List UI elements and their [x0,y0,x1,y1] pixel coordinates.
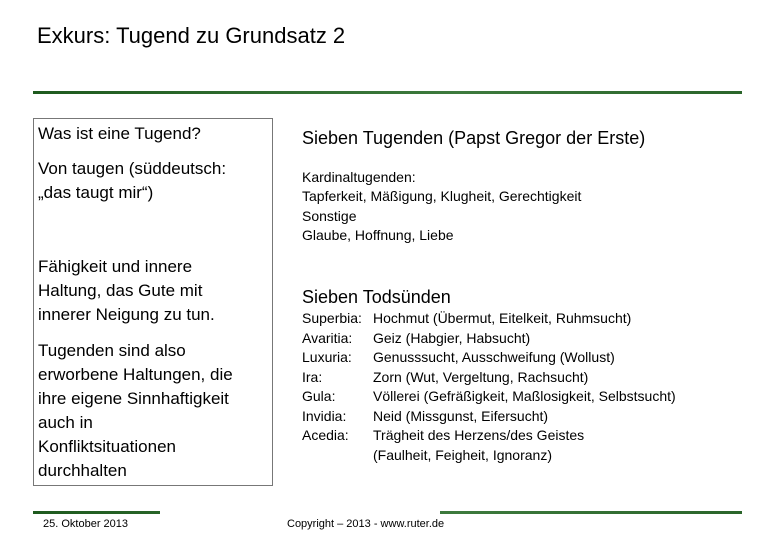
virtues-line-3: ihre eigene Sinnhaftigkeit [38,389,229,408]
sin-desc: Hochmut (Übermut, Eitelkeit, Ruhmsucht) [373,310,632,326]
sin-desc: Völlerei (Gefräßigkeit, Maßlosigkeit, Selbstsucht) [373,388,676,404]
cardinal-label: Kardinaltugenden: [302,169,416,185]
sin-name: Ira: [302,368,323,385]
ability-line-2: Haltung, das Gute mit [38,281,203,300]
other-list: Glaube, Hoffnung, Liebe [302,227,454,243]
sins-table [302,309,676,465]
sin-desc: Genusssucht, Ausschweifung (Wollust) [373,349,615,365]
virtues-line-4: auch in [38,413,93,432]
sin-row [302,329,676,349]
title-rule [33,91,742,94]
virtues-line-2: erworbene Haltungen, die [38,365,233,384]
cardinal-list: Tapferkeit, Mäßigung, Klugheit, Gerechtigkeit [302,188,582,204]
sin-row [302,426,676,446]
virtues-line-5: Konfliktsituationen [38,437,176,456]
sin-desc-continuation: (Faulheit, Feigheit, Ignoranz) [373,446,552,463]
sin-row [302,348,676,368]
slide-title: Exkurs: Tugend zu Grundsatz 2 [37,23,346,48]
footer-rule-gap [160,511,440,514]
sin-name: Acedia: [302,427,349,443]
virtues-heading: Sieben Tugenden (Papst Gregor der Erste) [302,128,646,148]
etymology-line-2: „das taugt mir“) [38,183,154,202]
sin-row [302,309,676,329]
definition-box [33,118,273,486]
footer-date: 25. Oktober 2013 [43,518,129,530]
sin-desc: Zorn (Wut, Vergeltung, Rachsucht) [373,368,589,385]
sin-name: Superbia: [302,310,362,326]
ability-line-3: innerer Neigung zu tun. [38,305,215,324]
sin-desc: Trägheit des Herzens/des Geistes [373,427,585,443]
sins-heading: Sieben Todsünden [302,287,451,307]
sin-row [302,387,676,407]
virtues-line-6: durchhalten [38,461,127,480]
other-label: Sonstige [302,208,357,224]
sin-name: Invidia: [302,407,347,424]
footer-copyright: Copyright – 2013 - www.ruter.de [287,518,445,530]
sin-row [302,407,676,427]
sin-row [302,368,676,388]
sin-desc: Geiz (Habgier, Habsucht) [373,329,531,346]
etymology-line-1: Von taugen (süddeutsch: [38,159,227,178]
sin-name: Luxuria: [302,349,352,365]
ability-line-1: Fähigkeit und innere [38,257,193,276]
sin-desc: Neid (Missgunst, Eifersucht) [373,407,549,424]
virtues-line-1: Tugenden sind also [38,341,186,360]
question-text: Was ist eine Tugend? [38,124,201,143]
sin-name: Gula: [302,388,336,404]
sin-name: Avaritia: [302,329,353,346]
